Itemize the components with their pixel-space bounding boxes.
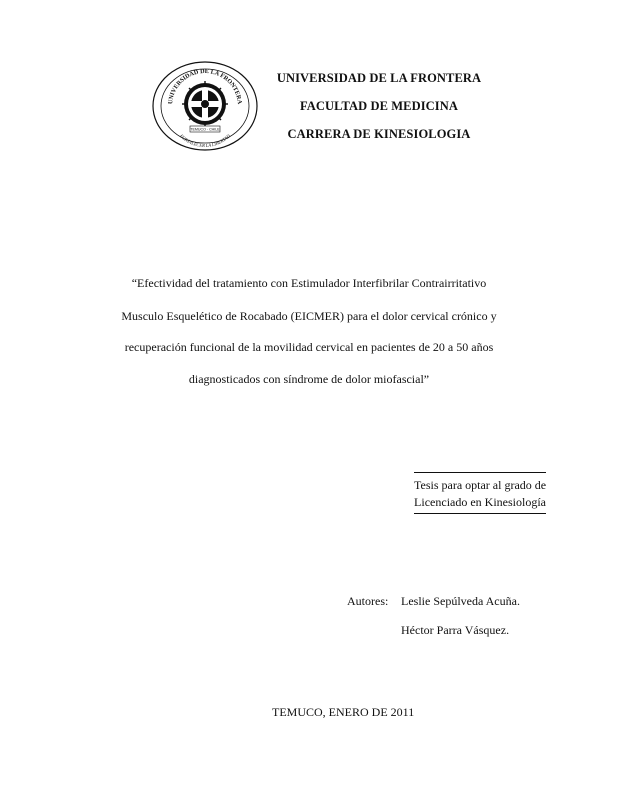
author-name-1: Leslie Sepúlveda Acuña. — [401, 594, 520, 608]
degree-line-2: Licenciado en Kinesiología — [414, 494, 546, 509]
thesis-title-line-1: “Efectividad del tratamiento con Estimulador Interfibrilar Contrairritativo — [131, 276, 487, 290]
svg-text:FORTALECER LA LIBERTAD: FORTALECER LA LIBERTAD — [178, 133, 232, 149]
thesis-title-line-4: diagnosticados con síndrome de dolor miofascial” — [188, 372, 430, 386]
author-name-2: Héctor Parra Vásquez. — [401, 623, 510, 637]
svg-text:UNIVERSIDAD DE LA FRONTERA: UNIVERSIDAD DE LA FRONTERA — [167, 67, 243, 105]
university-name: UNIVERSIDAD DE LA FRONTERA — [276, 71, 482, 85]
degree-bottom-rule — [414, 513, 546, 514]
degree-box — [414, 472, 546, 514]
thesis-title-line-2: Musculo Esquelético de Rocabado (EICMER) para el dolor cervical crónico y — [121, 309, 497, 323]
thesis-title-line-3: recuperación funcional de la movilidad cervical en pacientes de 20 a 50 años — [124, 340, 494, 354]
faculty-name: FACULTAD DE MEDICINA — [299, 99, 459, 113]
svg-text:TEMUCO - CHILE: TEMUCO - CHILE — [190, 127, 220, 132]
career-name: CARRERA DE KINESIOLOGIA — [287, 127, 471, 141]
degree-line-1: Tesis para optar al grado de — [414, 478, 547, 492]
place-and-date: TEMUCO, ENERO DE 2011 — [272, 705, 415, 719]
degree-text — [414, 473, 546, 513]
authors-label: Autores: — [347, 594, 389, 608]
